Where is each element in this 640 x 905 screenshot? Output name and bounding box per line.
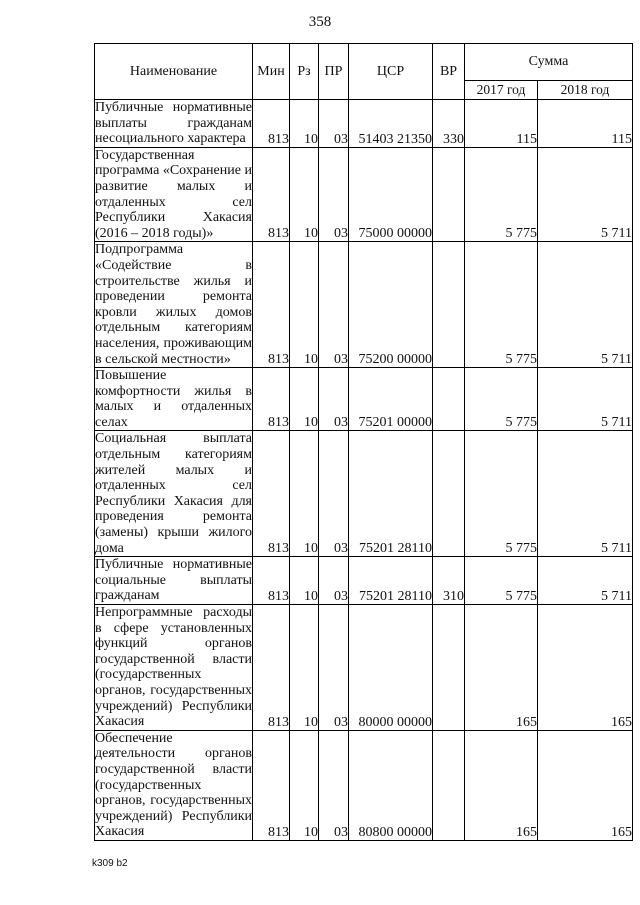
row-min: 813 [253, 431, 290, 557]
row-vr [433, 730, 465, 840]
row-sum-2018: 165 [538, 730, 633, 840]
row-csr: 75201 28110 [349, 557, 433, 605]
row-name: Повышение комфортности жилья в малых и отдаленных селах [95, 368, 252, 430]
row-sum-2017: 5 775 [465, 242, 538, 368]
row-sum-2018: 5 711 [538, 431, 633, 557]
table-row [95, 242, 633, 368]
row-pr: 03 [319, 605, 349, 731]
row-min: 813 [253, 100, 290, 148]
row-sum-2018: 5 711 [538, 147, 633, 242]
row-vr [433, 242, 465, 368]
row-name: Публичные нормативные социальные выплаты гражданам [95, 557, 252, 604]
footer-code: k309 b2 [92, 858, 128, 869]
table-row [95, 730, 633, 840]
row-sum-2018: 5 711 [538, 368, 633, 431]
row-min: 813 [253, 557, 290, 605]
header-vr: ВР [433, 44, 465, 100]
row-csr: 51403 21350 [349, 100, 433, 148]
row-csr: 75201 00000 [349, 368, 433, 431]
row-sum-2018: 5 711 [538, 242, 633, 368]
row-csr: 80000 00000 [349, 605, 433, 731]
row-rz: 10 [290, 147, 319, 242]
row-vr [433, 368, 465, 431]
row-min: 813 [253, 242, 290, 368]
row-name: Публичные нормативные выплаты гражданам несоциального характера [95, 100, 252, 147]
row-pr: 03 [319, 730, 349, 840]
row-min: 813 [253, 368, 290, 431]
row-pr: 03 [319, 431, 349, 557]
row-pr: 03 [319, 368, 349, 431]
header-min: Мин [253, 44, 290, 100]
table-row [95, 557, 633, 605]
budget-table [94, 43, 633, 841]
row-min: 813 [253, 605, 290, 731]
row-sum-2017: 115 [465, 100, 538, 148]
row-vr: 330 [433, 100, 465, 148]
row-rz: 10 [290, 605, 319, 731]
header-year-2018: 2018 год [538, 81, 633, 100]
header-year-2017: 2017 год [465, 81, 538, 100]
row-csr: 75000 00000 [349, 147, 433, 242]
row-csr: 75200 00000 [349, 242, 433, 368]
row-csr: 75201 28110 [349, 431, 433, 557]
row-vr: 310 [433, 557, 465, 605]
header-sum: Сумма [465, 44, 633, 81]
row-sum-2018: 115 [538, 100, 633, 148]
row-sum-2017: 5 775 [465, 147, 538, 242]
row-sum-2018: 165 [538, 605, 633, 731]
row-sum-2018: 5 711 [538, 557, 633, 605]
row-pr: 03 [319, 242, 349, 368]
row-name: Государственная программа «Сохранение и развитие малых и отдаленных сел Республики Хакасия (2016 – 2018 годы)» [95, 147, 252, 241]
table-row [95, 100, 633, 148]
table-header [95, 44, 633, 100]
row-name: Подпрограмма «Содействие в строительстве жилья и проведении ремонта кровли жилых домов отдельным категориям населения, проживающим в сельской местности» [95, 242, 252, 367]
row-min: 813 [253, 147, 290, 242]
row-rz: 10 [290, 242, 319, 368]
row-sum-2017: 165 [465, 605, 538, 731]
row-sum-2017: 5 775 [465, 557, 538, 605]
row-rz: 10 [290, 730, 319, 840]
page-number: 358 [308, 14, 332, 30]
header-rz: Рз [290, 44, 319, 100]
header-name: Наименование [95, 44, 253, 100]
row-pr: 03 [319, 147, 349, 242]
row-vr [433, 605, 465, 731]
row-rz: 10 [290, 368, 319, 431]
row-sum-2017: 165 [465, 730, 538, 840]
table-row [95, 431, 633, 557]
row-csr: 80800 00000 [349, 730, 433, 840]
table-row [95, 368, 633, 431]
row-rz: 10 [290, 557, 319, 605]
row-name: Социальная выплата отдельным категориям жителей малых и отдаленных сел Республики Хакасия для проведения ремонта (замены) крыши жилого дома [95, 431, 252, 556]
row-name: Непрограммные расходы в сфере установленных функций органов государственной власти (государственных органов, государственных учреждений) Республики Хакасия [95, 605, 252, 730]
row-name: Обеспечение деятельности органов государственной власти (государственных органов, государственных учреждений) Республики Хакасия [95, 730, 252, 840]
row-min: 813 [253, 730, 290, 840]
row-pr: 03 [319, 100, 349, 148]
row-rz: 10 [290, 100, 319, 148]
header-pr: ПР [319, 44, 349, 100]
row-vr [433, 431, 465, 557]
row-vr [433, 147, 465, 242]
header-csr: ЦСР [349, 44, 433, 100]
row-sum-2017: 5 775 [465, 368, 538, 431]
table-row [95, 605, 633, 731]
row-sum-2017: 5 775 [465, 431, 538, 557]
row-pr: 03 [319, 557, 349, 605]
row-rz: 10 [290, 431, 319, 557]
table-row [95, 147, 633, 242]
